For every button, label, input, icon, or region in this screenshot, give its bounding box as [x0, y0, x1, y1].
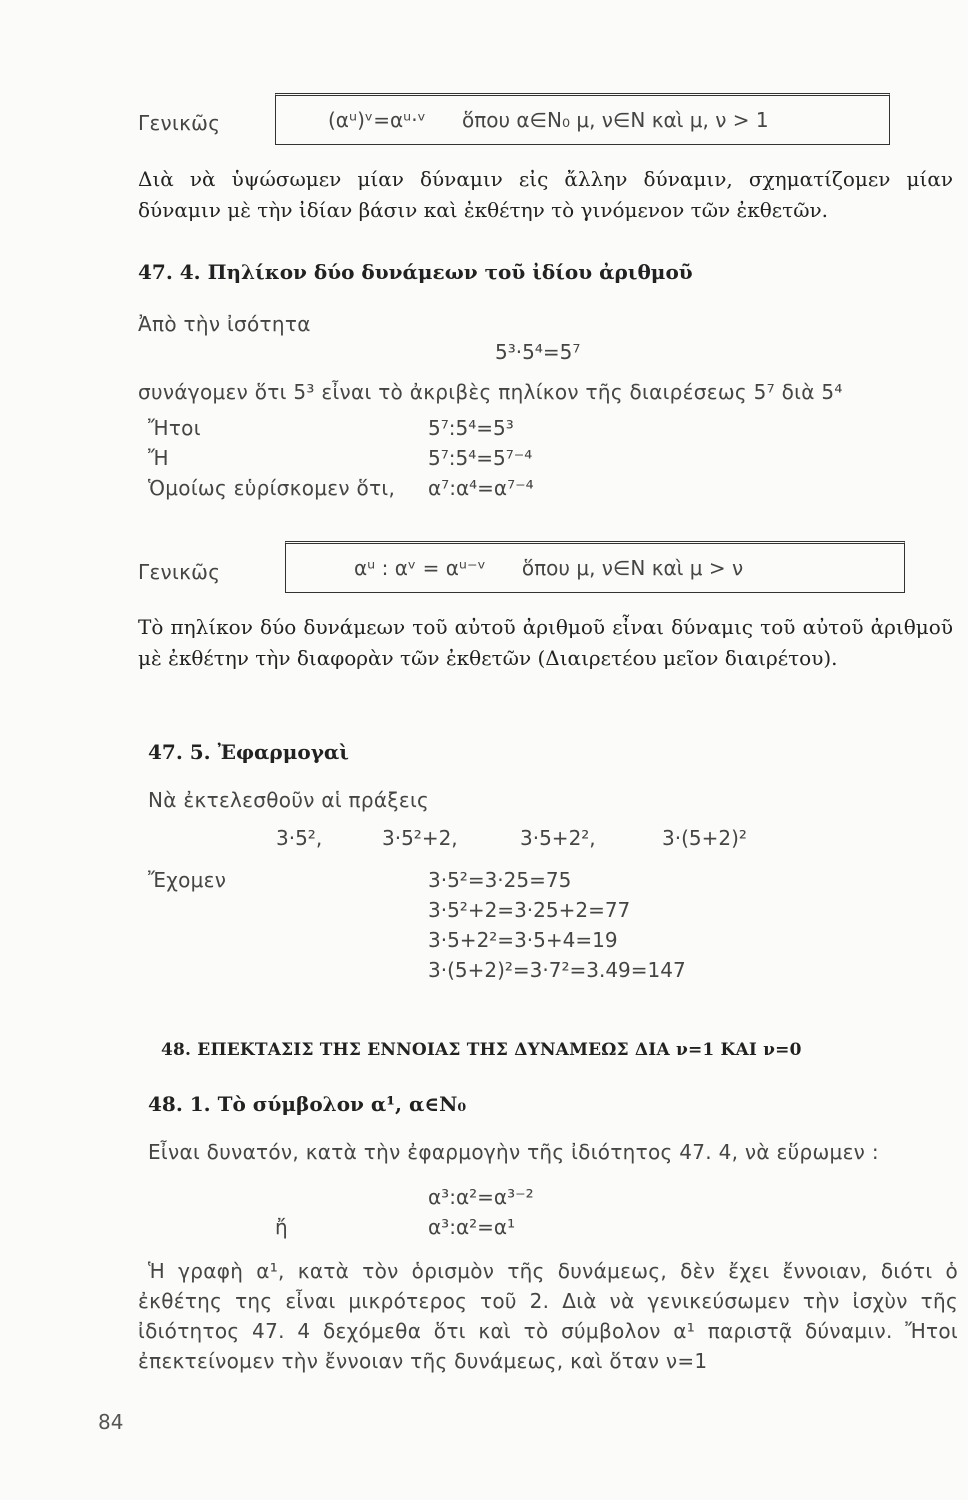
result-line: 3·5+2²=3·5+4=19 [428, 928, 618, 952]
formula-box-quotient [285, 541, 905, 593]
conclusion-text: συνάγομεν ὅτι 5³ εἶναι τὸ ἀκριβὲς πηλίκον τῆς διαιρέσεως 5⁷ διὰ 5⁴ [138, 380, 843, 404]
rule-quotient: Τὸ πηλίκον δύο δυνάμεων τοῦ αὐτοῦ ἀριθμοῦ εἶναι δύναμις τοῦ αὐτοῦ ἀριθμοῦ μὲ ἐκθέτην τὴν διαφορὰν τῶν ἐκθετῶν (Διαιρετέου μεῖον διαιρέτου). [138, 615, 953, 670]
rule-power-of-power: Διὰ νὰ ὑψώσωμεν μίαν δύναμιν εἰς ἄλλην δύναμιν, σχηματίζομεν μίαν δύναμιν μὲ τὴν ἰδίαν βάσιν καὶ ἐκθέτην τὸ γινόμενον τῶν ἐκθετῶν. [138, 167, 953, 222]
expression: 3·5²+2, [382, 826, 458, 850]
result-line: 3·5²=3·25=75 [428, 868, 572, 892]
task-text: Νὰ ἐκτελεσθοῦν αἱ πράξεις [148, 788, 430, 812]
section-heading-47-4: 47. 4. Πηλίκον δύο δυνάμεων τοῦ ἰδίου ἀριθμοῦ [138, 260, 693, 284]
have-label: Ἔχομεν [148, 868, 227, 892]
expression: 3·(5+2)² [662, 826, 747, 850]
section-heading-48: 48. ΕΠΕΚΤΑΣΙΣ ΤΗΣ ΕΝΝΟΙΑΣ ΤΗΣ ΔΥΝΑΜΕΩΣ ΔΙΑ ν=1 ΚΑΙ ν=0 [161, 1040, 802, 1060]
section-heading-47-5: 47. 5. Ἐφαρμογαὶ [148, 740, 349, 764]
formula-condition: ὅπου μ, ν∈N καὶ μ > ν [521, 556, 744, 580]
equation-1: α³:α²=α³⁻² [428, 1185, 534, 1209]
row3-label: Ὁμοίως εὑρίσκομεν ὅτι, [148, 476, 396, 500]
page-number: 84 [98, 1410, 124, 1434]
formula-condition: ὅπου α∈N₀ μ, ν∈N καὶ μ, ν > 1 [461, 108, 769, 132]
formula-quotient: αᵘ : αᵛ = αᵘ⁻ᵛ [354, 556, 486, 580]
row2-label: Ἤ [148, 446, 169, 470]
box2-label: Γενικῶς [138, 560, 221, 584]
result-line: 3·(5+2)²=3·7²=3.49=147 [428, 958, 686, 982]
intro-text: Ἀπὸ τὴν ἰσότητα [138, 312, 311, 336]
expression: 3·5², [276, 826, 323, 850]
equation-2: α³:α²=α¹ [428, 1215, 516, 1239]
formula-power-of-power: (αᵘ)ᵛ=αᵘ·ᵛ [328, 108, 426, 132]
formula-box-power-of-power [275, 93, 890, 145]
identity-equation: 5³·5⁴=5⁷ [495, 340, 581, 364]
definition-paragraph: Ἡ γραφὴ α¹, κατὰ τὸν ὁρισμὸν τῆς δυνάμεως, δὲν ἔχει ἔννοιαν, διότι ὁ ἐκθέτης της εἶναι μικρότερος τοῦ 2. Διὰ νὰ γενικεύσωμεν τὴν ἰσχὺν τῆς ἰδιότητος 47. 4 δεχόμεθα ὅτι καὶ τὸ σύμβολον α¹ παριστᾷ δύναμιν. Ἤτοι ἐπεκτείνομεν τὴν ἔννοιαν τῆς δυνάμεως, καὶ ὅταν ν=1 [138, 1259, 958, 1373]
result-line: 3·5²+2=3·25+2=77 [428, 898, 631, 922]
expression: 3·5+2², [520, 826, 596, 850]
section-heading-48-1: 48. 1. Τὸ σύμβολον α¹, α∈N₀ [148, 1092, 467, 1116]
box1-label: Γενικῶς [138, 111, 221, 135]
row2-equation: 5⁷:5⁴=5⁷⁻⁴ [428, 446, 533, 470]
row1-equation: 5⁷:5⁴=5³ [428, 416, 514, 440]
row1-label: Ἤτοι [148, 416, 201, 440]
intro-text: Εἶναι δυνατόν, κατὰ τὴν ἐφαρμογὴν τῆς ἰδιότητος 47. 4, νὰ εὕρωμεν : [148, 1140, 879, 1164]
row3-equation: α⁷:α⁴=α⁷⁻⁴ [428, 476, 534, 500]
or-label: ἤ [275, 1215, 288, 1239]
